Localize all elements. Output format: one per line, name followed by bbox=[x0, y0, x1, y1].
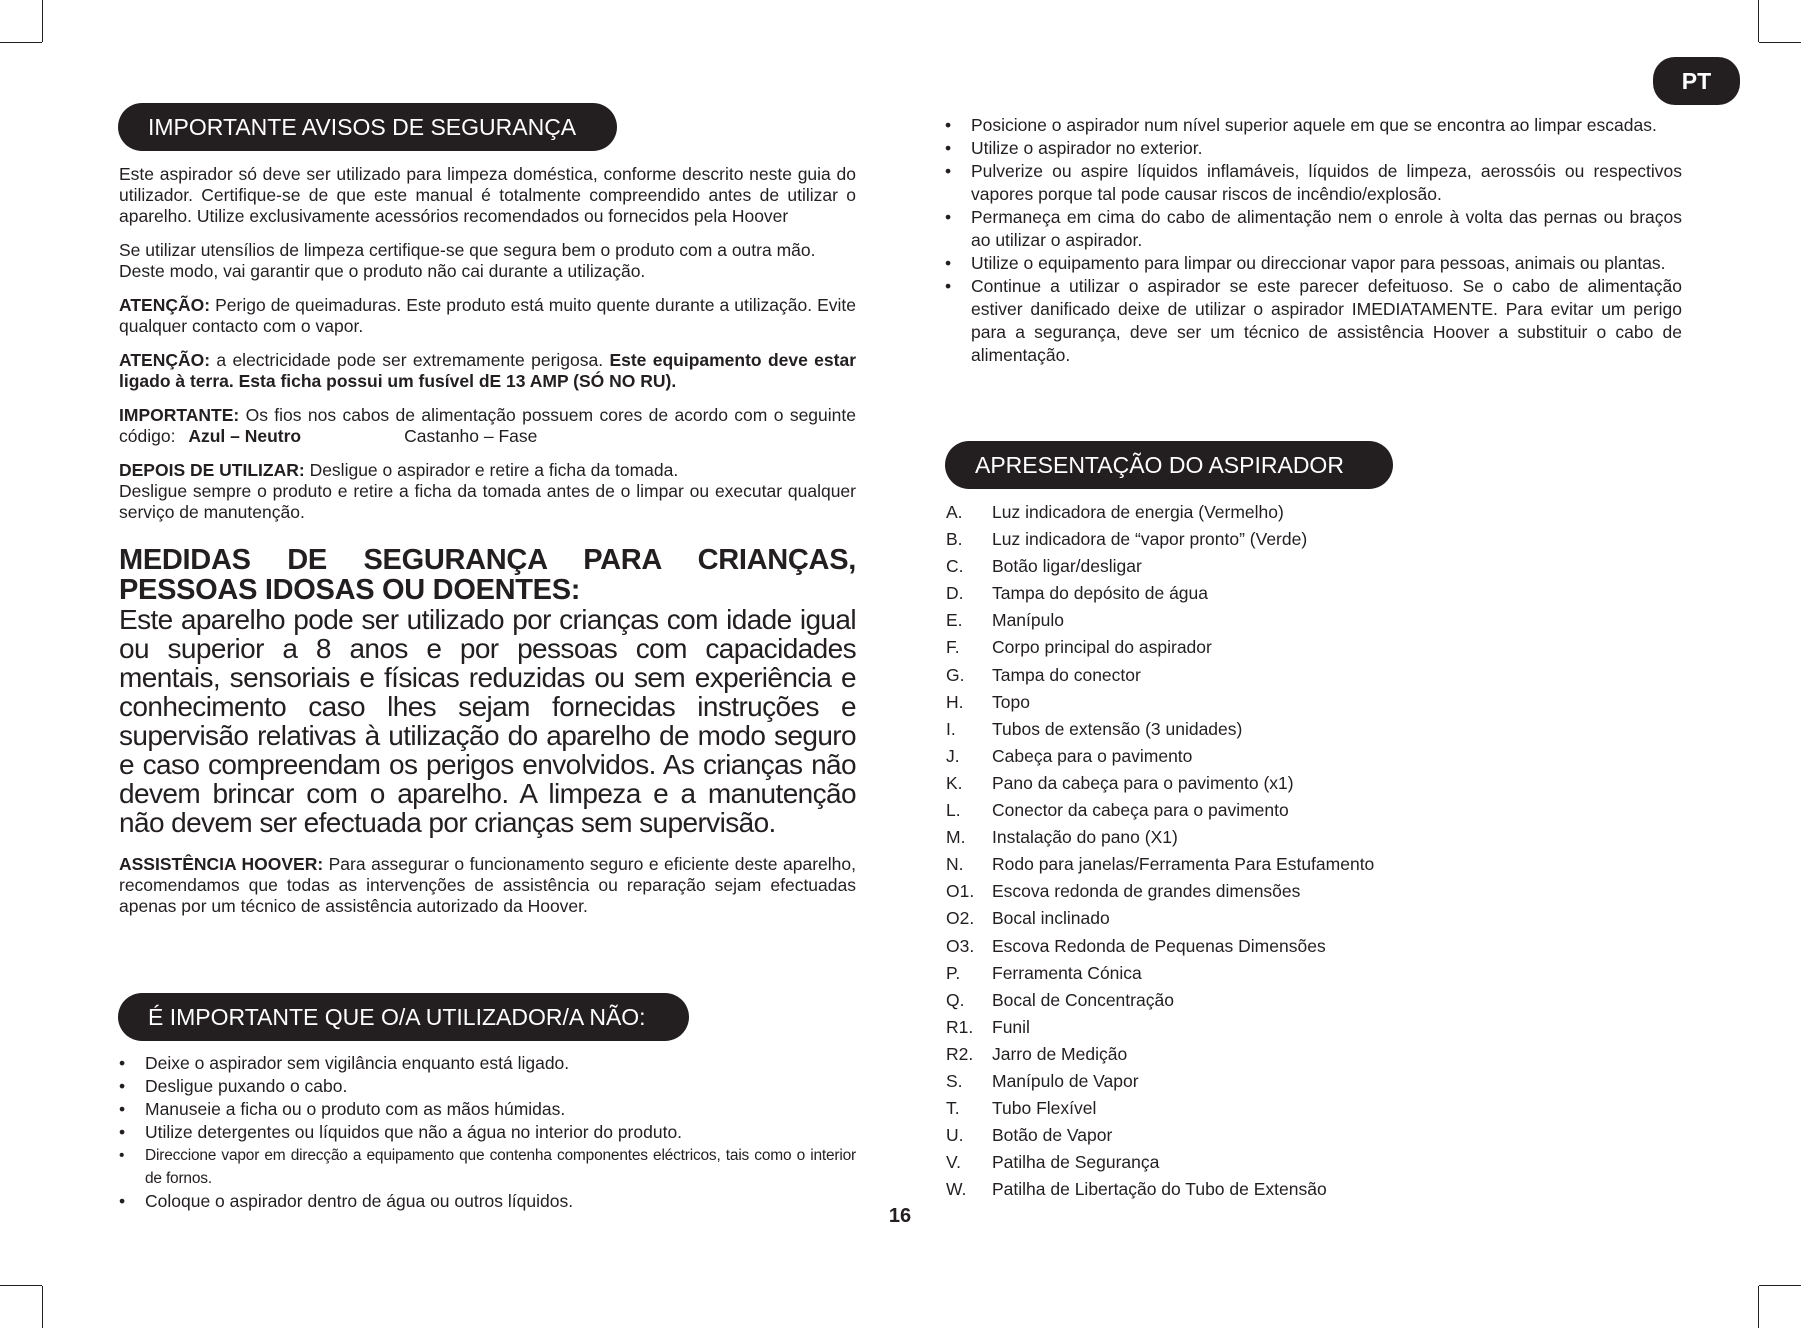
part-label: Luz indicadora de “vapor pronto” (Verde) bbox=[992, 529, 1308, 550]
part-label: Escova Redonda de Pequenas Dimensões bbox=[992, 935, 1326, 956]
part-letter: C. bbox=[946, 556, 964, 577]
list-item: • Deixe o aspirador sem vigilância enquanto está ligado. bbox=[119, 1052, 856, 1075]
part-letter: D. bbox=[946, 583, 964, 604]
part-letter: O2. bbox=[946, 908, 975, 929]
warning-electricity bbox=[119, 350, 856, 392]
parts-list bbox=[946, 499, 1683, 1203]
heading-safety-warnings: IMPORTANTE AVISOS DE SEGURANÇA bbox=[118, 103, 617, 151]
part-letter: V. bbox=[946, 1152, 961, 1173]
part-label: Tubos de extensão (3 unidades) bbox=[992, 718, 1243, 739]
part-letter: K. bbox=[946, 772, 963, 793]
left-column bbox=[119, 164, 856, 917]
part-item bbox=[946, 1014, 1683, 1041]
part-item bbox=[946, 1149, 1683, 1176]
warning-text: Perigo de queimaduras. Este produto está muito quente durante a utilização. Evite qualquer contacto com o vapor. bbox=[119, 295, 856, 336]
intro-paragraph: Este aspirador só deve ser utilizado para limpeza doméstica, conforme descrito neste guia do utilizador. Certifique-se de que este manual é totalmente compreendido antes de utilizar o aparelho. Utilize exclusivamente acessórios recomendados ou fornecidos pela Hoover bbox=[119, 164, 856, 226]
crop-mark bbox=[0, 1285, 42, 1286]
part-label: Cabeça para o pavimento bbox=[992, 745, 1193, 766]
list-item: • Permaneça em cima do cabo de alimentação nem o enrole à volta das pernas ou braços ao utilizar o aspirador. bbox=[945, 206, 1682, 252]
assistance-text: Para assegurar o funcionamento seguro e eficiente deste aparelho, recomendamos que todas as intervenções de assistência ou reparação sejam efectuadas apenas por um técnico de assistência autorizado da Hoover. bbox=[119, 854, 856, 916]
part-label: Manípulo bbox=[992, 610, 1064, 631]
right-bullets bbox=[945, 114, 1682, 367]
part-item bbox=[946, 607, 1683, 634]
part-label: Bocal de Concentração bbox=[992, 989, 1174, 1010]
part-item bbox=[946, 634, 1683, 661]
part-item bbox=[946, 1095, 1683, 1122]
part-letter: H. bbox=[946, 691, 964, 712]
warning-burns bbox=[119, 295, 856, 337]
list-item: • Direccione vapor em direcção a equipamento que contenha componentes eléctricos, tais como o interior de fornos. bbox=[119, 1144, 856, 1190]
part-letter: S. bbox=[946, 1070, 963, 1091]
part-label: Corpo principal do aspirador bbox=[992, 637, 1212, 658]
part-item bbox=[946, 1122, 1683, 1149]
part-letter: A. bbox=[946, 502, 963, 522]
list-item: • Manuseie a ficha ou o produto com as mãos húmidas. bbox=[119, 1098, 856, 1121]
part-label: Ferramenta Cónica bbox=[992, 962, 1142, 983]
part-item bbox=[946, 851, 1683, 878]
part-label: Funil bbox=[992, 1016, 1030, 1037]
part-label: Rodo para janelas/Ferramenta Para Estufamento bbox=[992, 854, 1375, 875]
list-item: • Continue a utilizar o aspirador se este parecer defeituoso. Se o cabo de alimentação estiver danificado deixe de utilizar o aspirador IMEDIATAMENTE. Para evitar um perigo para a segurança, deve ser um técnico de assistência Hoover a substituir o cabo de alimentação. bbox=[945, 275, 1682, 367]
part-label: Luz indicadora de energia (Vermelho) bbox=[992, 502, 1284, 522]
list-item: • Coloque o aspirador dentro de água ou outros líquidos. bbox=[119, 1190, 856, 1213]
part-item bbox=[946, 743, 1683, 770]
part-item bbox=[946, 499, 1683, 526]
warning-text: a electricidade pode ser extremamente perigosa. bbox=[210, 350, 610, 370]
part-item bbox=[946, 797, 1683, 824]
crop-mark bbox=[42, 0, 43, 42]
utensils-text: Se utilizar utensílios de limpeza certifique-se que segura bem o produto com a outra mão. bbox=[119, 240, 816, 260]
part-letter: M. bbox=[946, 827, 966, 848]
part-item bbox=[946, 824, 1683, 851]
part-item bbox=[946, 716, 1683, 743]
part-letter: N. bbox=[946, 854, 964, 875]
part-item bbox=[946, 1176, 1683, 1203]
part-letter: L. bbox=[946, 800, 961, 821]
part-label: Tubo Flexível bbox=[992, 1098, 1097, 1119]
part-label: Patilha de Libertação do Tubo de Extensão bbox=[992, 1179, 1327, 1200]
part-item bbox=[946, 878, 1683, 905]
part-letter: W. bbox=[946, 1179, 967, 1200]
part-letter: R1. bbox=[946, 1016, 974, 1037]
part-item bbox=[946, 526, 1683, 553]
part-label: Instalação do pano (X1) bbox=[992, 827, 1178, 848]
part-letter: O3. bbox=[946, 935, 975, 956]
list-item: • Pulverize ou aspire líquidos inflamáveis, líquidos de limpeza, aerossóis ou respectivos vapores porque tal pode causar riscos de incêndio/explosão. bbox=[945, 160, 1682, 206]
part-letter: O1. bbox=[946, 881, 975, 902]
assistance-label: ASSISTÊNCIA HOOVER: bbox=[119, 854, 324, 874]
part-label: Escova redonda de grandes dimensões bbox=[992, 881, 1301, 902]
part-label: Jarro de Medição bbox=[992, 1043, 1128, 1064]
part-item bbox=[946, 580, 1683, 607]
hoover-assistance bbox=[119, 854, 856, 917]
part-letter: F. bbox=[946, 637, 960, 658]
part-label: Tampa do conector bbox=[992, 664, 1141, 685]
part-item bbox=[946, 662, 1683, 689]
part-item bbox=[946, 905, 1683, 932]
list-item: • Utilize o aspirador no exterior. bbox=[945, 137, 1682, 160]
part-letter: I. bbox=[946, 718, 956, 739]
part-letter: R2. bbox=[946, 1043, 974, 1064]
part-letter: P. bbox=[946, 962, 961, 983]
part-item bbox=[946, 553, 1683, 580]
part-item bbox=[946, 933, 1683, 960]
part-item bbox=[946, 987, 1683, 1014]
part-label: Pano da cabeça para o pavimento (x1) bbox=[992, 772, 1294, 793]
left-bullets bbox=[119, 1052, 856, 1213]
list-item: • Utilize o equipamento para limpar ou direccionar vapor para pessoas, animais ou plantas. bbox=[945, 252, 1682, 275]
important-wires bbox=[119, 405, 856, 447]
crop-mark bbox=[42, 1286, 43, 1328]
part-letter: B. bbox=[946, 529, 963, 550]
after-use bbox=[119, 460, 856, 523]
after-use-label: DEPOIS DE UTILIZAR: bbox=[119, 460, 305, 480]
crop-mark bbox=[1759, 1285, 1801, 1286]
important-label: IMPORTANTE: bbox=[119, 405, 240, 425]
heading-vacuum-overview: APRESENTAÇÃO DO ASPIRADOR bbox=[945, 441, 1393, 489]
part-label: Conector da cabeça para o pavimento bbox=[992, 800, 1289, 821]
part-label: Botão ligar/desligar bbox=[992, 556, 1142, 577]
after-use-text: Desligue o aspirador e retire a ficha da tomada. bbox=[304, 460, 679, 480]
utensils-text-2: Deste modo, vai garantir que o produto não cai durante a utilização. bbox=[119, 261, 646, 281]
part-letter: Q. bbox=[946, 989, 965, 1010]
list-item: • Posicione o aspirador num nível superior aquele em que se encontra ao limpar escadas. bbox=[945, 114, 1682, 137]
part-letter: E. bbox=[946, 610, 963, 631]
part-label: Botão de Vapor bbox=[992, 1125, 1113, 1146]
language-tab: PT bbox=[1653, 57, 1740, 105]
part-letter: U. bbox=[946, 1125, 964, 1146]
wire-neutral: Azul – Neutro bbox=[188, 426, 302, 446]
wire-live: Castanho – Fase bbox=[404, 426, 538, 446]
part-item bbox=[946, 960, 1683, 987]
list-item: • Desligue puxando o cabo. bbox=[119, 1075, 856, 1098]
after-use-text-2: Desligue sempre o produto e retire a ficha da tomada antes de o limpar ou executar qualquer serviço de manutenção. bbox=[119, 481, 856, 522]
part-letter: T. bbox=[946, 1098, 960, 1119]
crop-mark bbox=[0, 42, 42, 43]
children-safety-title: MEDIDAS DE SEGURANÇA PARA CRIANÇAS, PESSOAS IDOSAS OU DOENTES: bbox=[119, 544, 856, 606]
part-item bbox=[946, 1068, 1683, 1095]
utensils-paragraph bbox=[119, 240, 856, 282]
crop-mark bbox=[1759, 42, 1801, 43]
part-label: Patilha de Segurança bbox=[992, 1152, 1160, 1173]
warning-label: ATENÇÃO: bbox=[119, 295, 211, 315]
part-item bbox=[946, 1041, 1683, 1068]
part-letter: G. bbox=[946, 664, 965, 685]
page-number: 16 bbox=[888, 1205, 912, 1227]
warning-bold-text: Este equipamento deve estar ligado à terra. Esta ficha possui um fusível dE 13 AMP (SÓ NO RU). bbox=[119, 350, 857, 391]
part-label: Bocal inclinado bbox=[992, 908, 1110, 929]
part-item bbox=[946, 770, 1683, 797]
important-text: Os fios nos cabos de alimentação possuem cores de acordo com o seguinte código: bbox=[119, 405, 856, 446]
part-label: Tampa do depósito de água bbox=[992, 583, 1208, 604]
part-label: Topo bbox=[992, 691, 1030, 712]
crop-mark bbox=[1758, 1286, 1759, 1328]
crop-mark bbox=[1758, 0, 1759, 42]
part-item bbox=[946, 689, 1683, 716]
children-safety-body: Este aparelho pode ser utilizado por crianças com idade igual ou superior a 8 anos e por pessoas com capacidades mentais, sensoriais e físicas reduzidas ou sem experiência e conhecimento caso lhes sejam fornecidas instruções e supervisão relativas à utilização do aparelho de modo seguro e caso compreendam os perigos envolvidos. As crianças não devem brincar com o aparelho. A limpeza e a manutenção não devem ser efectuada por crianças sem supervisão. bbox=[119, 604, 856, 838]
list-item: • Utilize detergentes ou líquidos que não a água no interior do produto. bbox=[119, 1121, 856, 1144]
part-label: Manípulo de Vapor bbox=[992, 1070, 1139, 1091]
part-letter: J. bbox=[946, 745, 960, 766]
warning-label: ATENÇÃO: bbox=[119, 350, 211, 370]
heading-user-must-not: É IMPORTANTE QUE O/A UTILIZADOR/A NÃO: bbox=[118, 993, 689, 1041]
